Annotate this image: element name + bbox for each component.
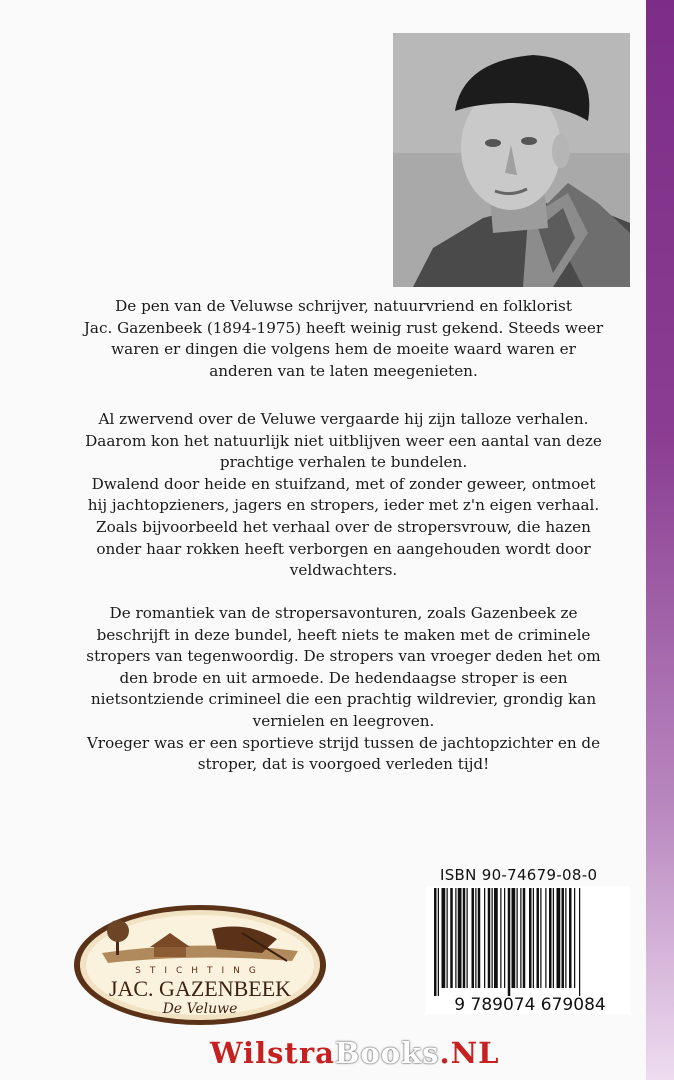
text-line: De pen van de Veluwse schrijver, natuurvriend en folklorist bbox=[115, 297, 572, 315]
barcode-bar bbox=[455, 888, 456, 988]
text-line: Vroeger was er een sportieve strijd tussen de jachtopzichter en de bbox=[86, 733, 601, 752]
barcode-bar bbox=[565, 888, 566, 988]
text-line: nietsontziende crimineel die een prachtig wildrevier, grondig kan bbox=[90, 690, 597, 709]
watermark-part-nl: .NL bbox=[439, 1036, 500, 1070]
text-line: den brode en uit armoede. De hedendaagse stroper is een bbox=[119, 668, 568, 687]
barcode-bar bbox=[434, 888, 437, 996]
barcode-bar bbox=[537, 888, 540, 988]
isbn-label: ISBN 90-74679-08-0 bbox=[440, 866, 598, 884]
barcode-bar bbox=[447, 888, 448, 988]
paragraph-1 bbox=[57, 296, 630, 382]
text-line: Dwalend door heide en stuifzand, met of zonder geweer, ontmoet bbox=[91, 474, 596, 493]
barcode-bar bbox=[545, 888, 546, 988]
logo-top-text: STICHTING bbox=[135, 966, 265, 976]
barcode bbox=[426, 886, 630, 1014]
watermark-part-books: Books bbox=[334, 1036, 440, 1070]
author-portrait-photo bbox=[393, 33, 630, 287]
text-line: veldwachters. bbox=[289, 561, 398, 580]
text-line: stroper, dat is voorgoed verleden tijd! bbox=[197, 755, 490, 774]
barcode-bar bbox=[500, 888, 501, 988]
barcode-bar bbox=[529, 888, 532, 988]
barcode-bar bbox=[488, 888, 491, 988]
logo-subtitle: De Veluwe bbox=[162, 1001, 238, 1017]
barcode-bar bbox=[579, 888, 580, 996]
text-line: Zoals bijvoorbeeld het verhaal over de stropersvrouw, die hazen bbox=[96, 517, 591, 536]
barcode-bar bbox=[494, 888, 498, 988]
text-line: stropers van tegenwoordig. De stropers van vroeger deden het om bbox=[86, 647, 601, 666]
barcode-bar bbox=[562, 888, 565, 988]
barcode-bar bbox=[467, 888, 468, 988]
barcode-bar bbox=[512, 888, 516, 988]
text-line: Al zwervend over de Veluwe vergaarde hij zijn talloze verhalen. bbox=[98, 410, 589, 428]
barcode-number: 9 789074 679084 bbox=[454, 995, 606, 1014]
wilstrabooks-watermark bbox=[210, 1036, 500, 1070]
text-line: waren er dingen die volgens hem de moeite waard waren er bbox=[111, 340, 576, 359]
paragraph-3 bbox=[57, 603, 630, 776]
spine-strip bbox=[646, 0, 674, 1080]
text-line: onder haar rokken heeft verborgen en aangehouden wordt door bbox=[96, 539, 591, 558]
barcode-bar bbox=[508, 888, 511, 996]
barcode-bar bbox=[438, 888, 439, 996]
barcode-bar bbox=[553, 888, 554, 988]
barcode-bar bbox=[458, 888, 462, 988]
text-line: Jac. Gazenbeek (1894-1975) heeft weinig rust gekend. Steeds weer bbox=[83, 318, 604, 337]
barcode-bar bbox=[492, 888, 493, 988]
barcode-bar bbox=[533, 888, 534, 988]
barcode-bar bbox=[463, 888, 466, 988]
stichting-gazenbeek-logo bbox=[72, 903, 328, 1027]
barcode-bar bbox=[504, 888, 505, 988]
text-line: vernielen en leegroven. bbox=[252, 711, 435, 730]
barcode-bar bbox=[557, 888, 561, 988]
text-line: anderen van te laten meegenieten. bbox=[209, 361, 478, 380]
barcode-bar bbox=[540, 888, 541, 988]
barcode-bar bbox=[574, 888, 575, 988]
barcode-bar bbox=[475, 888, 476, 988]
paragraph-2 bbox=[57, 409, 630, 582]
barcode-bar bbox=[450, 888, 453, 988]
logo-name: JAC. GAZENBEEK bbox=[108, 976, 292, 1001]
text-line: prachtige verhalen te bundelen. bbox=[219, 453, 468, 472]
barcode-bar bbox=[472, 888, 475, 988]
barcode-bar bbox=[569, 888, 572, 988]
barcode-bar bbox=[520, 888, 521, 988]
barcode-bar bbox=[484, 888, 485, 988]
barcode-bar bbox=[523, 888, 526, 988]
text-line: Daarom kon het natuurlijk niet uitblijven weer een aantal van deze bbox=[85, 431, 602, 450]
text-line: hij jachtopzieners, jagers en stropers, ieder met z'n eigen verhaal. bbox=[87, 496, 600, 515]
barcode-bar bbox=[517, 888, 518, 988]
barcode-bar bbox=[442, 888, 446, 988]
watermark-part-wilstra: Wilstra bbox=[210, 1036, 335, 1070]
barcode-bar bbox=[478, 888, 481, 988]
text-line: beschrijft in deze bundel, heeft niets te maken met de criminele bbox=[96, 625, 591, 644]
barcode-bar bbox=[549, 888, 552, 988]
text-line: De romantiek van de stropersavonturen, zoals Gazenbeek ze bbox=[109, 604, 578, 622]
